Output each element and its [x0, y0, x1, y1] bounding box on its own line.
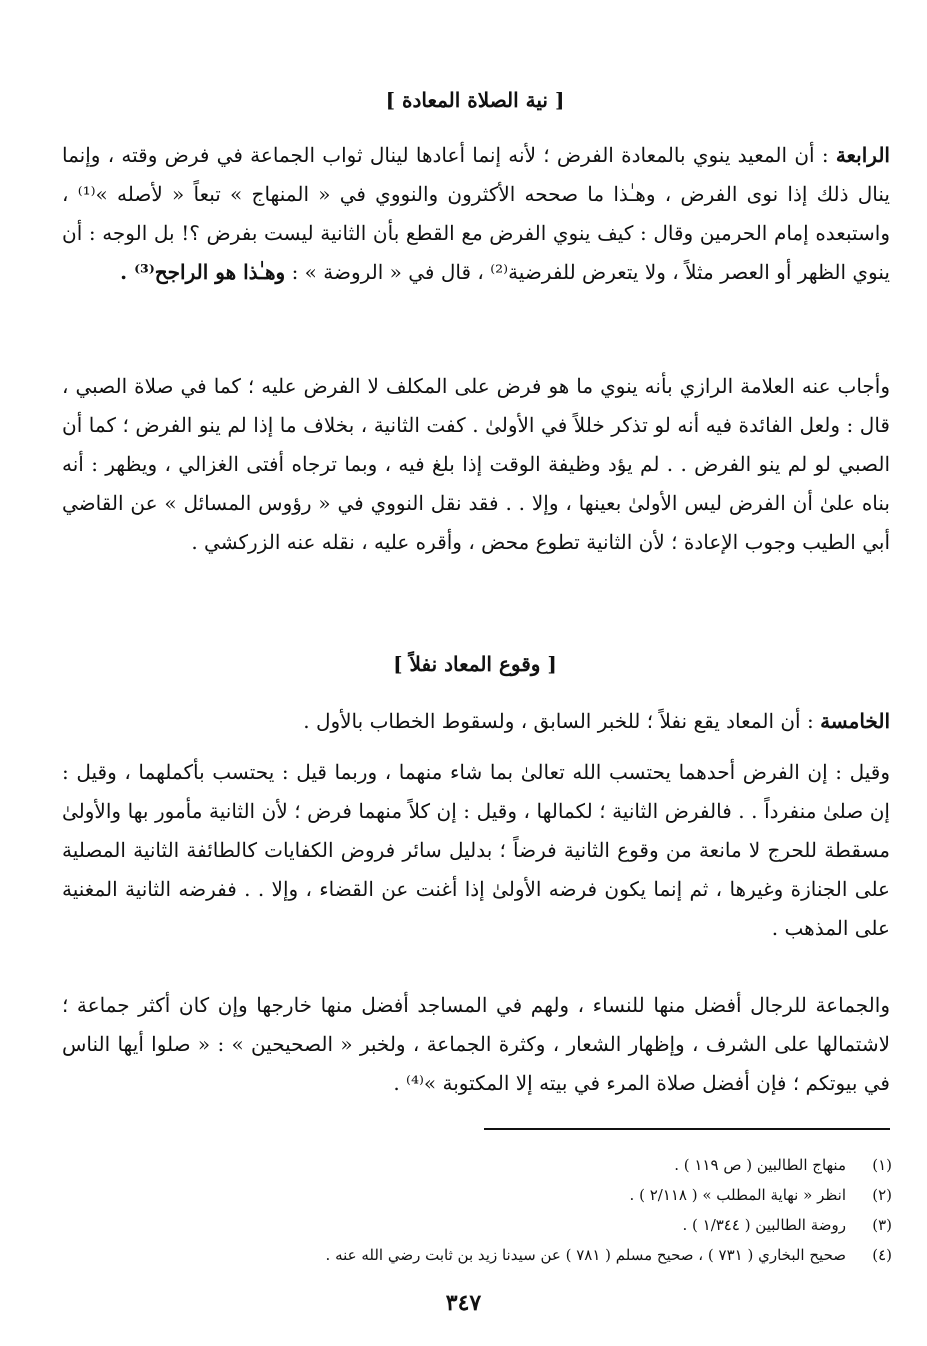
footnote-number: (٤)	[872, 1246, 892, 1264]
paragraph-text-fifth: : أن المعاد يقع نفلاً ؛ للخبر السابق ، ولسقوط الخطاب بالأول .	[303, 709, 821, 733]
footnote-number: (١)	[872, 1156, 892, 1174]
footnote-item	[140, 1180, 892, 1210]
footnote-item	[140, 1210, 892, 1240]
paragraph-opinions: وقيل : إن الفرض أحدهما يحتسب الله تعالىٰ بما شاء منهما ، وربما قيل : يحتسب بأكملهما ، وقيل : إن صلىٰ منفرداً . . فالفرض الثانية ؛ لكمالها ، وقيل : إن كلاً منهما فرض ؛ لأن الثانية مأمور بها والأولىٰ مسقطة للحرج لا مانعة من وقوع الثانية فرضاً ؛ بدليل سائر فروض الكفايات كالطائفة الثانية المصلية على الجنازة وغيرها ، ثم إنما يكون فرضه الأولىٰ إذا أغنت عن القضاء ، وإلا . . ففرضه الثانية المغنية على المذهب .	[62, 760, 890, 940]
footnote-text: صحيح البخاري ( ٧٣١ ) ، صحيح مسلم ( ٧٨١ ) عن سيدنا زيد بن ثابت رضي الله عنه .	[325, 1246, 846, 1264]
paragraph-razi-answer: وأجاب عنه العلامة الرازي بأنه ينوي ما هو فرض على المكلف لا الفرض عليه ؛ كما في صلاة الصبي ، قال : ولعل الفائدة فيه أنه لو تذكر خللاً في الأولىٰ . كفت الثانية ، بخلاف ما إذا لم ينو الفرض ؛ كما أن الصبي لو لم ينو الفرض . . لم يؤد وظيفة الوقت إذا بلغ فيه ، وبما ترجاه أفتى الغزالي ، ويظهر : أنه بناه علىٰ أن الفرض ليس الأولىٰ بعينها ، وإلا . . فقد نقل النووي في « رؤوس المسائل » عن القاضي أبي الطيب وجوب الإعادة ؛ لأن الثانية تطوع محض ، وأقره عليه ، نقله عنه الزركشي .	[62, 374, 890, 554]
footnote-number: (٢)	[872, 1186, 892, 1204]
paragraph-fifth	[62, 702, 890, 741]
paragraph-emphasis-preferred: وهـٰذا هو الراجح⁽³⁾ .	[120, 260, 286, 284]
footnote-number: (٣)	[872, 1216, 892, 1234]
footnote-divider	[484, 1128, 890, 1130]
paragraph-congregation: والجماعة للرجال أفضل منها للنساء ، ولهم في المساجد أفضل منها خارجها وإن كان أكثر جماعة ؛ لاشتمالها على الشرف ، وإظهار الشعار ، وكثرة الجماعة ، ولخبر « الصحيحين » : « صلوا أيها الناس في بيوتكم ؛ فإن أفضل صلاة المرء في بيته إلا المكتوبة »⁽⁴⁾ .	[62, 993, 890, 1095]
footnote-text: منهاج الطالبين ( ص ١١٩ ) .	[674, 1156, 846, 1174]
footnote-text: انظر « نهاية المطلب » ( ٢/١١٨ ) .	[629, 1186, 846, 1204]
section-heading-voluntary: [ وقوع المعاد نفلاً ]	[393, 652, 557, 676]
paragraph-fourth	[62, 136, 890, 292]
paragraph-lead-fifth: الخامسة	[820, 709, 890, 733]
page-number: ٣٤٧	[445, 1290, 482, 1316]
paragraph-lead-fourth: الرابعة	[835, 143, 890, 167]
footnote-item	[140, 1150, 892, 1180]
footnote-text: روضة الطالبين ( ١/٣٤٤ ) .	[682, 1216, 846, 1234]
footnote-item	[140, 1240, 892, 1270]
paragraph-text-fourth: : أن المعيد ينوي بالمعادة الفرض ؛ لأنه إنما أعادها لينال ثواب الجماعة في فرض وقته ، وإنما ينال ذلك إذا نوى الفرض ، وهـٰذا ما صححه الأكثرون والنووي في « المنهاج » تبعاً « لأصله »⁽¹⁾ ، واستبعده إمام الحرمين وقال : كيف ينوي الفرض مع القطع بأن الثانية ليست بفرض ؟! بل الوجه : أن ينوي الظهر أو العصر مثلاً ، ولا يتعرض للفرضية⁽²⁾ ، قال في « الروضة » :	[62, 143, 890, 284]
section-heading-intention: [ نية الصلاة المعادة ]	[385, 88, 565, 112]
footnotes	[140, 1150, 892, 1270]
